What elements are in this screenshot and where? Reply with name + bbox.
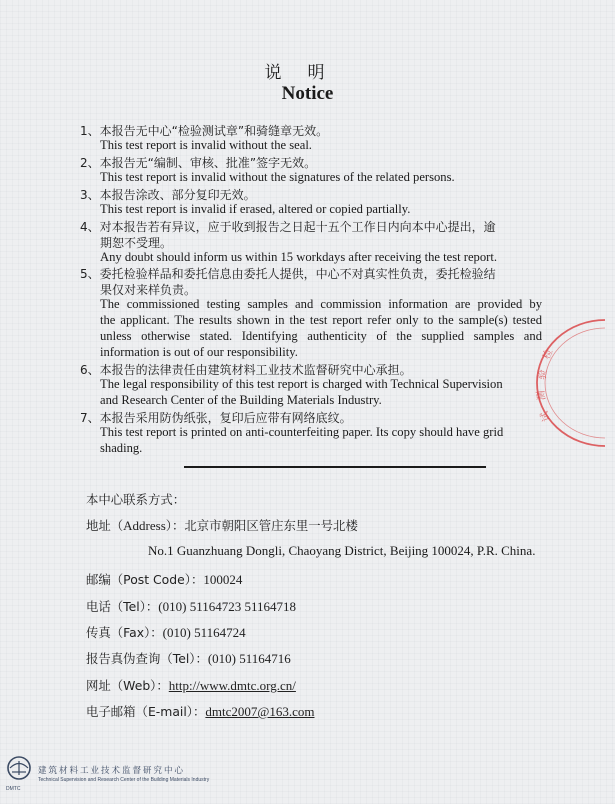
notice-5-en-line-3: unless otherwise stated. Identifying authenticity of the supplied samples and — [100, 329, 542, 343]
divider-rule — [184, 466, 486, 468]
seal-stamp-icon — [535, 318, 605, 448]
web-row — [86, 676, 296, 694]
verify-value: (010) 51164716 — [207, 651, 291, 666]
web-label: 网址（Web）： — [86, 678, 169, 693]
notice-4-en: Any doubt should inform us within 15 workdays after receiving the test report. — [100, 250, 497, 264]
notice-4-zh-line-1: 4、对本报告若有异议，应于收到报告之日起十五个工作日内向本中心提出，逾 — [80, 220, 496, 234]
address-value-zh: ）：北京市朝阳区管庄东里一号北楼 — [165, 518, 358, 533]
notice-6-en-line-1: The legal responsibility of this test report is charged with Technical Supervision — [100, 377, 503, 391]
verify-row — [86, 649, 291, 667]
notice-1-zh: 1、本报告无中心“检验测试章”和骑缝章无效。 — [80, 124, 329, 138]
email-link[interactable]: dmtc2007@163.com — [205, 704, 315, 719]
notice-5-zh-line-1: 5、委托检验样品和委托信息由委托人提供，中心不对真实性负责，委托检验结 — [80, 267, 496, 281]
notice-2-zh: 2、本报告无“编制、审核、批准”签字无效。 — [80, 156, 317, 170]
footer-org-en: Technical Supervision and Research Center of the Building Materials Industry — [38, 777, 210, 783]
contact-heading: 本中心联系方式： — [86, 492, 186, 507]
notice-7-en-line-2: shading. — [100, 441, 143, 455]
tel-row — [86, 597, 296, 615]
svg-text:检: 检 — [541, 347, 556, 362]
postcode-value: 100024 — [203, 572, 243, 587]
title-english: Notice — [281, 83, 334, 104]
fax-row — [86, 623, 246, 641]
notice-5-en-line-1: The commissioned testing samples and commission information are provided by — [100, 297, 542, 311]
logo-caption: DMTC — [6, 786, 21, 792]
postcode-row — [86, 570, 242, 588]
notice-4-zh-line-2: 期恕不受理。 — [100, 236, 173, 250]
svg-text:试: 试 — [539, 409, 553, 423]
fax-label: 传真（Fax）： — [86, 625, 163, 640]
notice-7-zh: 7、本报告采用防伪纸张，复印后应带有网络底纹。 — [80, 411, 352, 425]
web-link[interactable]: http://www.dmtc.org.cn/ — [168, 678, 296, 693]
fax-value: (010) 51164724 — [162, 625, 246, 640]
postcode-label: 邮编（Post Code）： — [86, 572, 204, 587]
svg-text:验: 验 — [537, 368, 550, 381]
address-label-en: Address — [123, 518, 166, 533]
title-chinese: 说明 — [264, 63, 351, 83]
notice-5-en-line-4: information is out of our responsibility. — [100, 345, 298, 359]
notice-5-en-line-2: the applicant. The results shown in the test report refer only to the sample(s) tested — [100, 313, 542, 327]
email-label: 电子邮箱（E-mail）： — [86, 704, 206, 719]
notice-3-en: This test report is invalid if erased, altered or copied partially. — [100, 202, 411, 216]
notice-3-zh: 3、本报告涂改、部分复印无效。 — [80, 188, 256, 202]
notice-6-zh: 6、本报告的法律责任由建筑材料工业技术监督研究中心承担。 — [80, 363, 412, 377]
dmtc-logo-icon — [6, 755, 32, 785]
svg-text:测: 测 — [535, 389, 548, 402]
email-row — [86, 702, 315, 720]
footer-org-zh: 建筑材料工业技术监督研究中心 — [38, 766, 186, 776]
notice-7-en-line-1: This test report is printed on anti-counterfeiting paper. Its copy should have grid — [100, 425, 504, 439]
notice-1-en: This test report is invalid without the seal. — [100, 138, 312, 152]
tel-label: 电话（Tel）： — [86, 599, 159, 614]
notice-5-zh-line-2: 果仅对来样负责。 — [100, 283, 197, 297]
address-line-zh — [86, 516, 358, 534]
notice-6-en-line-2: and Research Center of the Building Materials Industry. — [100, 393, 382, 407]
notice-2-en: This test report is invalid without the signatures of the related persons. — [100, 170, 455, 184]
tel-value: (010) 51164723 51164718 — [158, 599, 296, 614]
verify-label: 报告真伪查询（Tel）： — [86, 651, 208, 666]
address-label-zh: 地址（ — [86, 518, 124, 533]
address-en: No.1 Guanzhuang Dongli, Chaoyang District, Beijing 100024, P.R. China. — [148, 543, 536, 558]
